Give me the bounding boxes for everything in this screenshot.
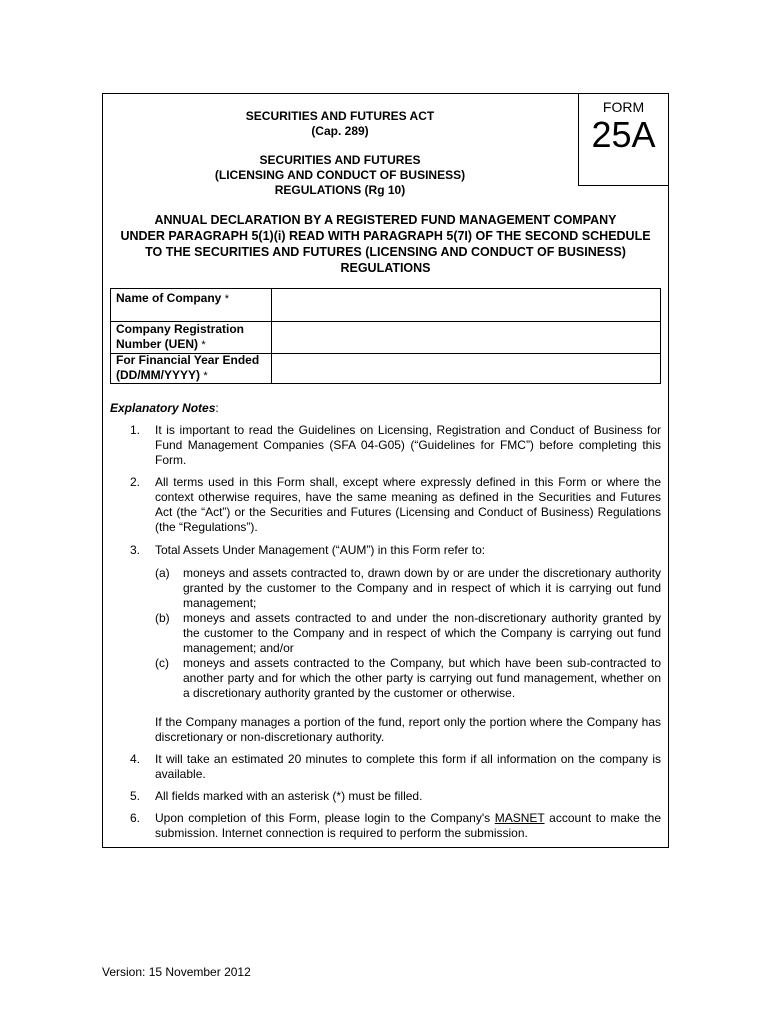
note-1: 1. It is important to read the Guidelines on Licensing, Registration and Conduct of Business for Fund Management Companies (SFA 04-G05) (“Guidelines for FMC”) before completing this Form. <box>130 423 661 467</box>
field-row-company-name <box>111 289 660 322</box>
note-3-sub-c: (c) moneys and assets contracted to the Company, but which have been sub-contracted to another party and for which the other party is carrying out fund management, whether on a discretionary authority granted by the customer or otherwise. <box>155 656 661 700</box>
act-cap: (Cap. 289) <box>311 124 369 138</box>
declaration-title-2: UNDER PARAGRAPH 5(1)(i) READ WITH PARAGRAPH 5(7I) OF THE SECOND SCHEDULE <box>120 229 651 243</box>
field-row-financial-year <box>111 353 660 383</box>
act-title: SECURITIES AND FUTURES ACT <box>245 109 435 123</box>
company-details-table <box>110 288 661 384</box>
regulation-title-3: REGULATIONS (Rg 10) <box>274 183 406 197</box>
financial-year-input[interactable] <box>272 353 660 383</box>
registration-number-label: Company Registration Number (UEN) * <box>116 322 245 351</box>
required-asterisk: * <box>203 370 208 382</box>
form-label: FORM <box>602 99 645 115</box>
regulation-title-2: (LICENSING AND CONDUCT OF BUSINESS) <box>214 168 466 182</box>
declaration-title-3: TO THE SECURITIES AND FUTURES (LICENSING AND CONDUCT OF BUSINESS) <box>145 245 626 259</box>
registration-number-input[interactable] <box>272 321 660 353</box>
version-footer: Version: 15 November 2012 <box>102 965 251 979</box>
fund-portion-note: If the Company manages a portion of the fund, report only the portion where the Company has discretionary or non-discretionary authority. <box>155 715 661 744</box>
note-4: 4. It will take an estimated 20 minutes to complete this form if all information on the company is available. <box>130 752 661 781</box>
required-asterisk: * <box>201 339 206 351</box>
note-3-sub-a: (a) moneys and assets contracted to, drawn down by or are under the discretionary authority granted by the customer to the Company and in respect of which it is carrying out fund management; <box>155 566 661 610</box>
field-row-registration-number <box>111 321 660 354</box>
form-number-box <box>578 93 669 186</box>
financial-year-label: For Financial Year Ended (DD/MM/YYYY) * <box>116 353 260 382</box>
company-name-input[interactable] <box>272 289 660 321</box>
form-number: 25A <box>591 114 656 155</box>
required-asterisk: * <box>224 293 229 305</box>
note-3-sub-b: (b) moneys and assets contracted to and under the non-discretionary authority granted by the customer to the Company and in respect of which the Company is carrying out fund management; and/or <box>155 611 661 655</box>
note-3: 3. Total Assets Under Management (“AUM”) in this Form refer to: <box>130 543 486 557</box>
regulation-title-1: SECURITIES AND FUTURES <box>259 153 421 167</box>
company-name-label: Name of Company * <box>116 291 229 305</box>
note-6: 6. Upon completion of this Form, please login to the Company's MASNET account to make the submission. Internet connection is required to perform the submission. <box>130 811 661 840</box>
masnet-link[interactable]: MASNET <box>494 811 545 825</box>
declaration-title-4: REGULATIONS <box>340 261 431 275</box>
declaration-title-1: ANNUAL DECLARATION BY A REGISTERED FUND MANAGEMENT COMPANY <box>154 213 617 227</box>
explanatory-notes-heading: Explanatory Notes: <box>110 401 219 415</box>
note-5: 5. All fields marked with an asterisk (*) must be filled. <box>130 789 423 803</box>
note-2: 2. All terms used in this Form shall, except where expressly defined in this Form or where the context otherwise requires, have the same meaning as defined in the Securities and Futures Act (the “Act”) or the Securities and Futures (Licensing and Conduct of Business) Regulations (the “Regulations”). <box>130 475 661 534</box>
